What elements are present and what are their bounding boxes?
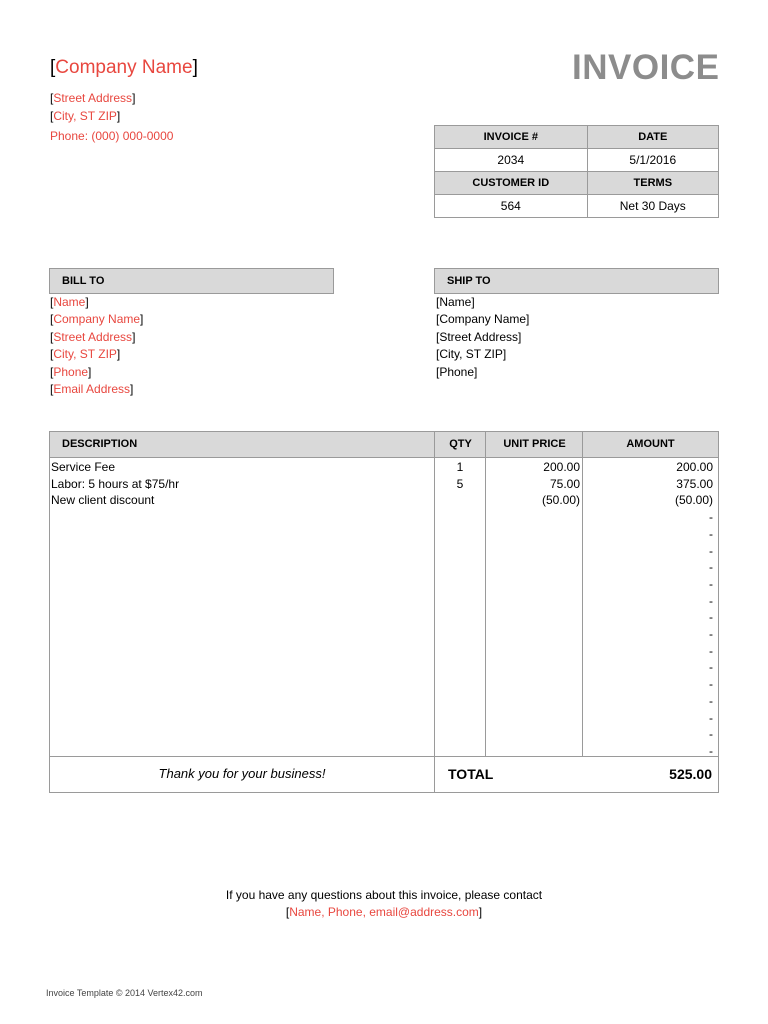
ship-to-line: [Street Address] xyxy=(436,329,522,344)
copyright: Invoice Template © 2014 Vertex42.com xyxy=(46,988,203,998)
item-unit-price: 75.00 xyxy=(549,476,580,491)
thank-you-note: Thank you for your business! xyxy=(158,766,326,781)
unit-price-header: UNIT PRICE xyxy=(486,432,583,458)
item-amount: - xyxy=(709,593,713,608)
bill-to-line-text: City, ST ZIP xyxy=(53,347,117,362)
terms: Net 30 Days xyxy=(587,195,718,218)
item-amount: 200.00 xyxy=(676,460,713,474)
bill-to-line: [Street Address] xyxy=(50,329,136,344)
date-header: DATE xyxy=(587,126,718,149)
company-city: [City, ST ZIP] xyxy=(50,109,121,123)
company-street: [Street Address] xyxy=(50,91,136,105)
total-label: TOTAL xyxy=(448,766,494,782)
ship-to-block xyxy=(436,294,529,381)
bill-to-line-text: Email Address xyxy=(53,382,131,397)
bill-to-line-text: Name xyxy=(53,295,86,309)
terms-header: TERMS xyxy=(587,172,718,195)
company-city-text: City, ST ZIP xyxy=(53,109,117,123)
item-amount: - xyxy=(709,576,713,591)
ship-to-line: [City, ST ZIP] xyxy=(436,347,507,362)
company-phone: Phone: (000) 000-0000 xyxy=(50,129,174,143)
item-unit-price: 200.00 xyxy=(543,460,580,474)
item-amount: 375.00 xyxy=(676,476,713,491)
bill-to-line: [Name] xyxy=(50,295,89,309)
item-amount: - xyxy=(709,693,713,708)
bill-to-line: [Phone] xyxy=(50,364,92,379)
item-qty: 5 xyxy=(456,476,464,491)
item-amount: - xyxy=(709,526,713,541)
item-description: Labor: 5 hours at $75/hr xyxy=(51,476,180,491)
bill-to-line-text: Phone xyxy=(53,364,89,379)
item-amount: - xyxy=(709,627,713,641)
customer-id-header: CUSTOMER ID xyxy=(435,172,588,195)
invoice-title: INVOICE xyxy=(572,48,720,87)
item-amount: - xyxy=(709,510,713,525)
bill-to-line-text: Street Address xyxy=(53,329,133,344)
ship-to-line: [Phone] xyxy=(436,364,478,379)
ship-to-header: SHIP TO xyxy=(434,268,719,294)
contact-line: If you have any questions about this invoice, please contact xyxy=(225,888,543,902)
company-street-text: Street Address xyxy=(53,91,133,105)
bill-to-line-text: Company Name xyxy=(53,312,141,327)
line-items-table xyxy=(49,431,719,793)
item-amount: - xyxy=(709,660,713,675)
bill-to-block xyxy=(50,294,143,398)
item-unit-price: (50.00) xyxy=(541,493,580,508)
item-description: Service Fee xyxy=(51,460,116,474)
item-qty: 1 xyxy=(456,460,464,474)
invoice-number-header: INVOICE # xyxy=(435,126,588,149)
item-amount: (50.00) xyxy=(674,493,713,508)
company-name-text: Company Name xyxy=(55,57,193,78)
contact-info: [Name, Phone, email@address.com] xyxy=(285,905,483,919)
ship-to-line: [Name] xyxy=(436,295,475,309)
item-amount: - xyxy=(709,560,713,575)
bill-to-line: [Company Name] xyxy=(50,312,144,327)
item-description: New client discount xyxy=(51,493,155,508)
invoice-number: 2034 xyxy=(435,149,588,172)
item-amount: - xyxy=(709,677,713,692)
contact-info-text: Name, Phone, email@address.com xyxy=(289,905,479,919)
customer-id: 564 xyxy=(435,195,588,218)
invoice-date: 5/1/2016 xyxy=(587,149,718,172)
item-amount: - xyxy=(709,710,713,725)
invoice-meta-table xyxy=(434,125,719,218)
item-amount: - xyxy=(709,727,713,742)
bill-to-header: BILL TO xyxy=(49,268,334,294)
qty-header: QTY xyxy=(435,432,486,458)
item-amount: - xyxy=(709,643,713,658)
item-amount: - xyxy=(709,610,713,625)
company-name: [Company Name] xyxy=(50,57,198,78)
ship-to-line: [Company Name] xyxy=(436,312,530,327)
description-header: DESCRIPTION xyxy=(50,432,435,458)
total-value: 525.00 xyxy=(669,766,712,782)
amount-header: AMOUNT xyxy=(583,432,718,458)
item-amount: - xyxy=(709,543,713,558)
bill-to-line: [City, ST ZIP] xyxy=(50,347,121,362)
item-amount: - xyxy=(709,743,713,758)
bill-to-line: [Email Address] xyxy=(50,382,134,397)
